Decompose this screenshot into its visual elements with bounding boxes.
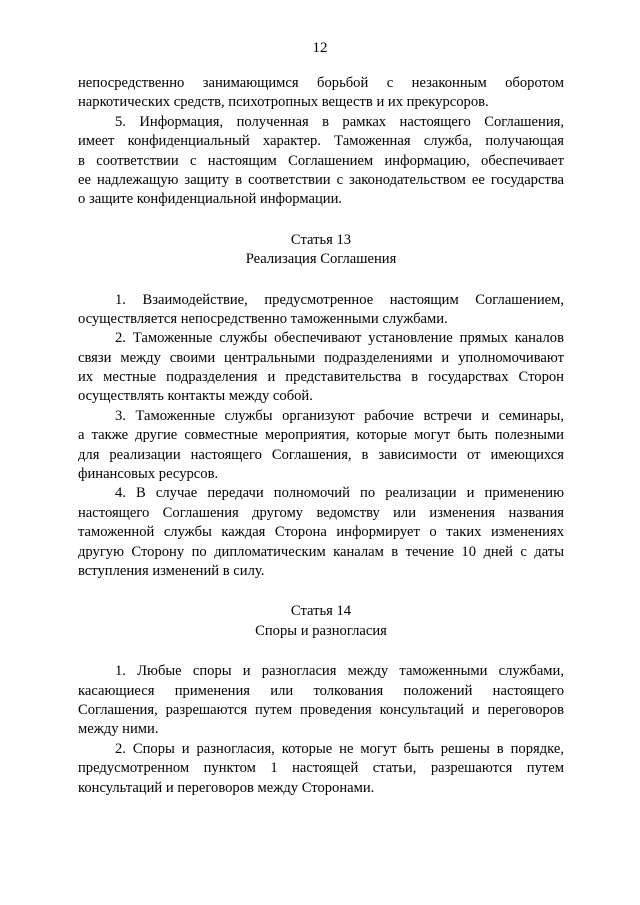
article-14-heading: [78, 602, 564, 641]
paragraph-item-1: [78, 291, 564, 330]
text-line: наркотических средств, психотропных веществ и их прекурсоров.: [78, 94, 489, 111]
text-line: для реализации настоящего Соглашения, в зависимости от имеющихся: [78, 446, 564, 463]
text-line: осуществляется непосредственно таможенными службами.: [78, 310, 448, 327]
document-body: [78, 74, 564, 798]
text-line: 1. Любые споры и разногласия между таможенными службами,: [115, 663, 564, 680]
text-line: 1. Взаимодействие, предусмотренное настоящим Соглашением,: [115, 291, 564, 308]
text-line: 5. Информация, полученная в рамках настоящего Соглашения,: [115, 113, 564, 130]
text-line: вступления изменений в силу.: [78, 562, 265, 579]
article-title: Реализация Соглашения: [245, 251, 397, 268]
text-line: 3. Таможенные службы организуют рабочие встречи и семинары,: [115, 407, 564, 424]
text-line: Соглашения, разрешаются путем проведения консультаций и переговоров: [78, 701, 564, 718]
text-line: между ними.: [78, 721, 159, 738]
text-line: связи между своими центральными подразделениями и уполномочивают: [78, 349, 564, 366]
text-line: касающиеся применения или толкования положений настоящего: [78, 682, 564, 699]
text-line: непосредственно занимающимся борьбой с незаконным оборотом: [78, 75, 564, 91]
text-line: а также другие совместные мероприятия, которые могут быть полезными: [78, 427, 564, 444]
text-line: предусмотренном пунктом 1 настоящей статьи, разрешаются путем: [78, 760, 564, 777]
text-line: настоящего Соглашения другому ведомству или изменения названия: [78, 504, 564, 521]
paragraph-item-1: [78, 662, 564, 740]
article-13-heading: [78, 231, 564, 270]
paragraph-item-4: [78, 484, 564, 581]
text-line: 2. Таможенные службы обеспечивают установление прямых каналов: [115, 330, 564, 347]
article-number: Статья 14: [290, 603, 352, 620]
text-line: консультаций и переговоров между Сторонами.: [78, 779, 375, 796]
text-line: другую Сторону по дипломатическим каналам в течение 10 дней с даты: [78, 543, 564, 560]
text-line: в соответствии с настоящим Соглашением информацию, обеспечивает: [78, 152, 564, 169]
paragraph-item-2: [78, 740, 564, 798]
article-title: Споры и разногласия: [255, 622, 387, 639]
paragraph-item-3: [78, 407, 564, 485]
article-number: Статья 13: [290, 231, 352, 248]
text-line: осуществлять контакты между собой.: [78, 388, 313, 405]
text-line: 4. В случае передачи полномочий по реализации и применению: [115, 485, 564, 502]
text-line: финансовых ресурсов.: [78, 466, 219, 483]
text-line: ее надлежащую защиту в соответствии с законодательством ее государства: [78, 171, 564, 188]
text-line: 2. Споры и разногласия, которые не могут быть решены в порядке,: [115, 740, 564, 757]
text-line: о защите конфиденциальной информации.: [78, 191, 343, 208]
text-line: имеет конфиденциальный характер. Таможенная служба, получающая: [78, 133, 564, 150]
paragraph-item-2: [78, 329, 564, 407]
paragraph-item-5: [78, 113, 564, 210]
page-number: 12: [312, 40, 328, 56]
paragraph-continuation: [78, 74, 564, 113]
text-line: таможенной службы каждая Сторона информирует о таких изменениях: [78, 524, 564, 541]
text-line: их местные подразделения и представительства в государствах Сторон: [78, 369, 564, 386]
